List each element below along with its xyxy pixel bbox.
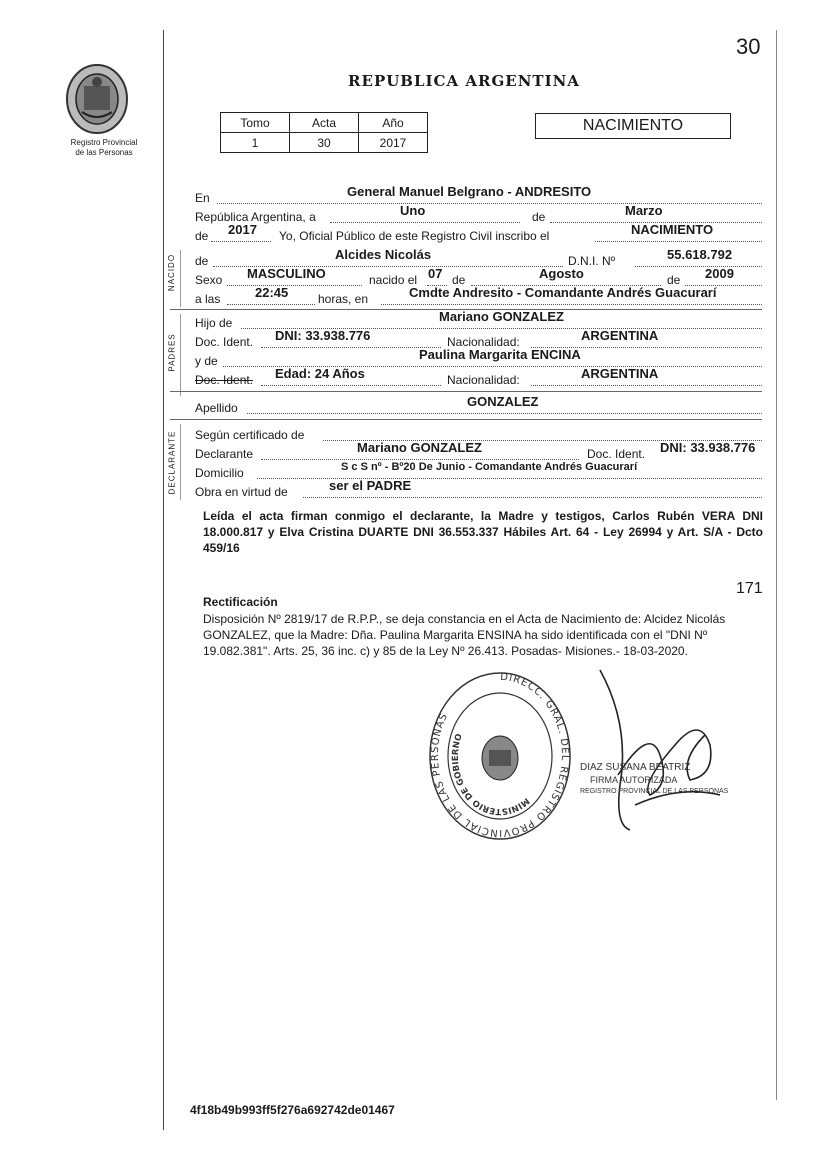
label-en: En xyxy=(195,191,210,205)
record-type-box: NACIMIENTO xyxy=(535,113,731,139)
line-hora xyxy=(195,285,762,308)
value-padre-doc: DNI: 33.938.776 xyxy=(275,328,371,343)
side-label-nacido: NACIDO xyxy=(167,253,177,292)
side-label-declarante: DECLARANTE xyxy=(167,430,177,495)
label-oficial: Yo, Oficial Público de este Registro Civil inscribo el xyxy=(279,229,550,243)
official-stamp-icon xyxy=(425,670,575,845)
rectification-number: 171 xyxy=(736,580,763,597)
value-madre: Paulina Margarita ENCINA xyxy=(419,347,581,362)
label-de: de xyxy=(532,210,546,224)
label-sexo: Sexo xyxy=(195,273,223,287)
tomo-acta-table xyxy=(220,112,428,153)
label-de-anio-nac: de xyxy=(667,273,681,287)
document-hash: 4f18b49b993ff5f276a692742de01467 xyxy=(190,1103,395,1117)
line-apellido xyxy=(195,394,762,417)
label-doc-ident-madre: Doc. Ident. xyxy=(195,373,254,387)
value-dia-nac: 07 xyxy=(428,266,443,281)
value-lugar-nac: Cmdte Andresito - Comandante Andrés Guacurarí xyxy=(409,285,717,300)
value-madre-doc: Edad: 24 Años xyxy=(275,366,365,381)
rectification-title: Rectificación xyxy=(203,595,278,609)
value-apellido: GONZALEZ xyxy=(467,394,539,409)
value-decl-doc: DNI: 33.938.776 xyxy=(660,440,756,455)
value-anio: 2017 xyxy=(359,133,428,153)
value-madre-nac: ARGENTINA xyxy=(581,366,659,381)
signer-block xyxy=(580,762,728,798)
label-horas-en: horas, en xyxy=(318,292,369,306)
signer-office: REGISTRO PROVINCIAL DE LAS PERSONAS xyxy=(580,788,729,795)
label-doc-ident: Doc. Ident. xyxy=(195,335,254,349)
value-obra: ser el PADRE xyxy=(329,478,412,493)
right-margin-line xyxy=(776,30,777,1100)
line-oficial xyxy=(195,222,762,245)
value-domicilio: S c S nº - Bº20 De Junio - Comandante Andrés Guacurarí xyxy=(341,461,638,473)
stamp-outer-text: DIRECC. GRAL. DEL REGISTRO PROVINCIAL DE LAS PERSONAS xyxy=(429,671,571,839)
header-tomo: Tomo xyxy=(221,113,290,133)
value-padre: Mariano GONZALEZ xyxy=(439,309,564,324)
header-anio: Año xyxy=(359,113,428,133)
registry-line-2: de las Personas xyxy=(75,148,133,157)
left-margin-line xyxy=(163,30,164,1130)
registry-line-1: Registro Provincial xyxy=(70,138,138,147)
value-mes-nac: Agosto xyxy=(539,266,584,281)
line-domicilio xyxy=(195,463,762,482)
label-nacionalidad-madre: Nacionalidad: xyxy=(447,373,520,387)
value-dni: 55.618.792 xyxy=(667,247,733,262)
label-obra: Obra en virtud de xyxy=(195,485,288,499)
value-sexo: MASCULINO xyxy=(247,266,326,281)
registry-name xyxy=(58,138,150,158)
header-acta: Acta xyxy=(290,113,359,133)
label-de-mes: de xyxy=(452,273,466,287)
signer-role: FIRMA AUTORIZADA xyxy=(590,775,678,785)
value-hora: 22:45 xyxy=(255,285,289,300)
value-declarante: Mariano GONZALEZ xyxy=(357,440,482,455)
line-en xyxy=(195,184,762,207)
value-tomo: 1 xyxy=(221,133,290,153)
closing-note: Leída el acta firman conmigo el declarante, la Madre y testigos, Carlos Rubén VERA DNI 18.000.817 y Elva Cristina DUARTE DNI 36.553.337 Hábiles Art. 64 - Ley 26994 y Art. S/A - Dcto 459/16 xyxy=(203,509,763,555)
table-header-row xyxy=(221,113,428,133)
label-de-nombre: de xyxy=(195,254,209,268)
label-nacionalidad: Nacionalidad: xyxy=(447,335,520,349)
stamp-inner-text: MINISTERIO DE GOBIERNO xyxy=(450,732,531,817)
line-obra xyxy=(195,478,762,501)
value-anio-nac: 2009 xyxy=(705,266,734,281)
handwritten-signature xyxy=(590,665,730,835)
value-tipo-inscripcion: NACIMIENTO xyxy=(631,222,714,237)
label-republica: República Argentina, a xyxy=(195,210,316,224)
value-dia: Uno xyxy=(400,203,426,218)
label-alas: a las xyxy=(195,292,221,306)
value-anio: 2017 xyxy=(228,222,257,237)
label-segun: Según certificado de xyxy=(195,428,305,442)
label-apellido: Apellido xyxy=(195,401,238,415)
side-label-padres: PADRES xyxy=(167,333,177,372)
label-declarante: Declarante xyxy=(195,447,254,461)
document-title: REPUBLICA ARGENTINA xyxy=(348,72,580,90)
label-decl-doc: Doc. Ident. xyxy=(587,447,646,461)
value-padre-nac: ARGENTINA xyxy=(581,328,659,343)
value-nombre: Alcides Nicolás xyxy=(335,247,432,262)
rectification-text: Disposición Nº 2819/17 de R.P.P., se deja constancia en el Acta de Nacimiento de: Alcidez Nicolás GONZALEZ, que la Madre: Dña. Paulina Margarita ENSINA ha sido identificada con el "DNI Nº 19.082.381". Arts. 25, 36 inc. c) y 85 de la Ley Nº 26.413. Posadas- Misiones.- 18-03-2020. xyxy=(203,612,726,658)
signer-name: DIAZ SUSANA BEATRIZ xyxy=(580,762,691,773)
page-number: 30 xyxy=(736,34,761,59)
value-acta: 30 xyxy=(290,133,359,153)
value-mes: Marzo xyxy=(625,203,663,218)
label-domicilio: Domicilio xyxy=(195,466,244,480)
label-y-de: y de xyxy=(195,354,218,368)
value-lugar: General Manuel Belgrano - ANDRESITO xyxy=(347,184,592,199)
label-nacido: nacido el xyxy=(369,273,418,287)
line-madre-doc xyxy=(195,366,762,389)
label-de-anio: de xyxy=(195,229,209,243)
label-hijo: Hijo de xyxy=(195,316,233,330)
table-value-row xyxy=(221,133,428,153)
label-dni: D.N.I. Nº xyxy=(568,254,616,268)
